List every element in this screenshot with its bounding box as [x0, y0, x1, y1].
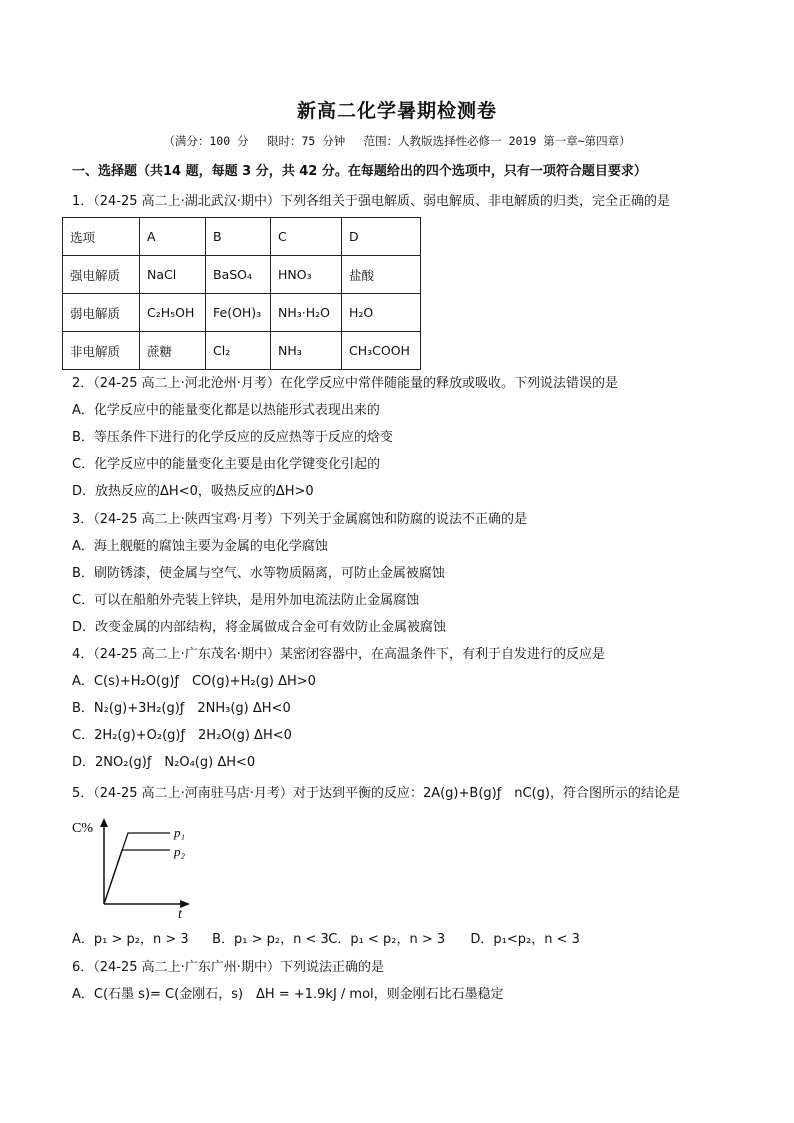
question-6-option-a: A．C(石墨 s)= C(金刚石，s) ΔH = +1.9kJ / mol，则金刚石比石墨稳定	[72, 987, 504, 1002]
table-row	[63, 332, 421, 370]
question-4-option-b: B．N₂(g)+3H₂(g)ƒ 2NH₃(g) ΔH<0	[72, 701, 291, 716]
question-4-stem: 4．（24-25 高二上·广东茂名·期中）某密闭容器中，在高温条件下，有利于自发进行的反应是	[72, 647, 605, 662]
table-cell: CH₃COOH	[342, 332, 421, 370]
curve-p1	[104, 833, 170, 904]
curve-p1-label: p₁	[174, 825, 186, 840]
table-cell: NaCl	[140, 256, 206, 294]
question-3-option-d: D．改变金属的内部结构，将金属做成合金可有效防止金属被腐蚀	[72, 620, 447, 635]
table-cell: 选项	[63, 218, 140, 256]
x-axis-label: t	[178, 907, 182, 920]
table-cell: B	[206, 218, 271, 256]
y-axis-arrow-icon	[100, 818, 108, 827]
table-row	[63, 294, 421, 332]
y-axis-label: C%	[72, 821, 93, 836]
table-cell: NH₃	[271, 332, 342, 370]
section-heading: 一、选择题（共14 题，每题 3 分，共 42 分。在每题给出的四个选项中，只有一项符合题目要求）	[72, 164, 647, 179]
question-2-option-c: C．化学反应中的能量变化主要是由化学键变化引起的	[72, 457, 381, 472]
question-1-table	[62, 217, 421, 370]
question-4-option-d: D．2NO₂(g)ƒ N₂O₄(g) ΔH<0	[72, 755, 256, 770]
table-cell: 盐酸	[342, 256, 421, 294]
table-cell: 强电解质	[63, 256, 140, 294]
table-cell: H₂O	[342, 294, 421, 332]
page-title: 新高二化学暑期检测卷	[296, 100, 497, 122]
table-cell: D	[342, 218, 421, 256]
question-3-option-a: A．海上舰艇的腐蚀主要为金属的电化学腐蚀	[72, 539, 328, 554]
curve-p2-label: p₂	[174, 844, 186, 859]
table-cell: C₂H₅OH	[140, 294, 206, 332]
table-row	[63, 256, 421, 294]
question-1-stem: 1．（24-25 高二上·湖北武汉·期中）下列各组关于强电解质、弱电解质、非电解质的归类，完全正确的是	[72, 194, 670, 209]
question-3-option-c: C．可以在船舶外壳装上锌块，是用外加电流法防止金属腐蚀	[72, 593, 420, 608]
table-cell: 非电解质	[63, 332, 140, 370]
question-6-stem: 6．（24-25 高二上·广东广州·期中）下列说法正确的是	[72, 960, 384, 975]
question-3-stem: 3．（24-25 高二上·陕西宝鸡·月考）下列关于金属腐蚀和防腐的说法不正确的是	[72, 512, 527, 527]
question-2-option-b: B．等压条件下进行的化学反应的反应热等于反应的焓变	[72, 430, 393, 445]
table-cell: NH₃·H₂O	[271, 294, 342, 332]
question-5-option-a: A．p₁ > p₂，n > 3	[72, 932, 189, 947]
table-row	[63, 218, 421, 256]
question-5-graph	[70, 812, 210, 920]
table-cell: 蔗糖	[140, 332, 206, 370]
table-cell: BaSO₄	[206, 256, 271, 294]
question-4-option-c: C．2H₂(g)+O₂(g)ƒ 2H₂O(g) ΔH<0	[72, 728, 292, 743]
table-cell: HNO₃	[271, 256, 342, 294]
exam-info: （满分：100 分 限时：75 分钟 范围：人教版选择性必修一 2019 第一章~第四章）	[163, 134, 631, 148]
table-cell: C	[271, 218, 342, 256]
curve-p2	[104, 850, 170, 904]
question-4-option-a: A．C(s)+H₂O(g)ƒ CO(g)+H₂(g) ΔH>0	[72, 674, 316, 689]
question-3-option-b: B．刷防锈漆，使金属与空气、水等物质隔离，可防止金属被腐蚀	[72, 566, 445, 581]
question-5-option-b: B．p₁ > p₂，n < 3	[212, 932, 329, 947]
question-2-option-d: D．放热反应的ΔH<0，吸热反应的ΔH>0	[72, 484, 314, 499]
question-5-option-d: D．p₁<p₂，n < 3	[470, 932, 580, 947]
table-cell: 弱电解质	[63, 294, 140, 332]
table-cell: A	[140, 218, 206, 256]
question-5-options	[72, 928, 580, 947]
question-2-option-a: A．化学反应中的能量变化都是以热能形式表现出来的	[72, 403, 380, 418]
question-5-option-c: C．p₁ < p₂，n > 3	[328, 932, 446, 947]
question-2-stem: 2．（24-25 高二上·河北沧州·月考）在化学反应中常伴随能量的释放或吸收。下列说法错误的是	[72, 376, 618, 391]
question-5-stem: 5．（24-25 高二上·河南驻马店·月考）对于达到平衡的反应：2A(g)+B(g)ƒ nC(g)，符合图所示的结论是	[72, 786, 680, 801]
table-cell: Fe(OH)₃	[206, 294, 271, 332]
table-cell: Cl₂	[206, 332, 271, 370]
